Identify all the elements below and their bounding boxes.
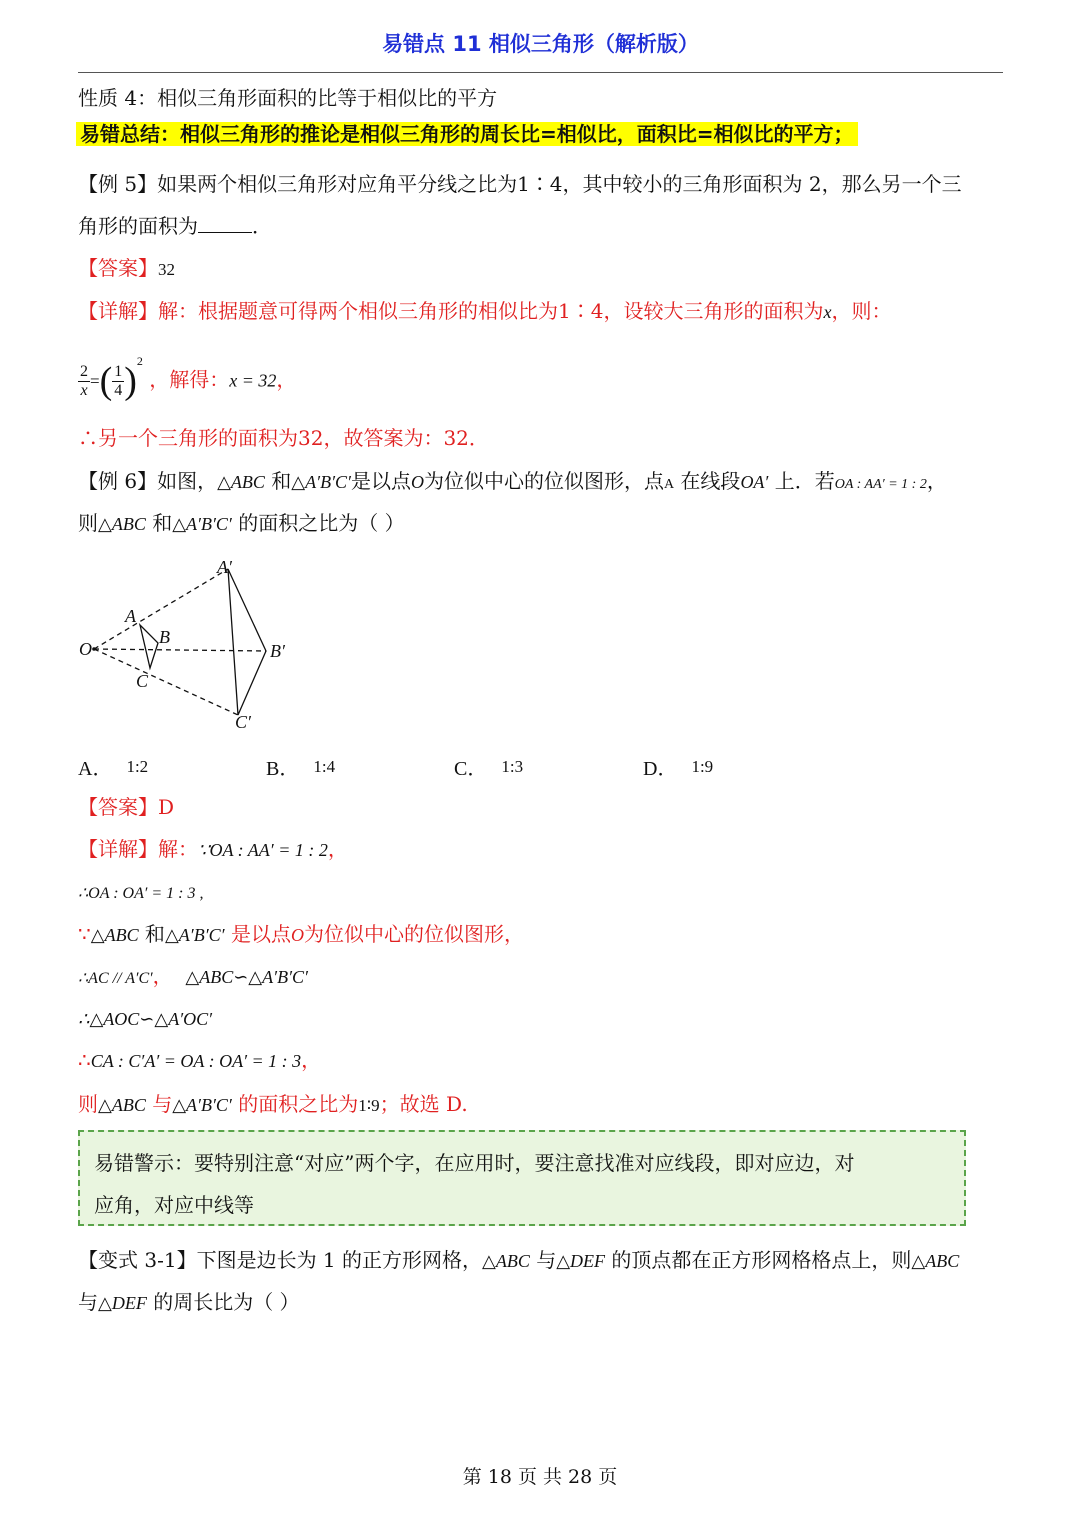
page-footer: 第 18 页 共 28 页	[462, 1466, 618, 1488]
warning-line-1: 易错警示：要特别注意“对应”两个字，在应用时，要注意找准对应线段，即对应边，对	[94, 1151, 855, 1175]
example6-detail-4: ∴AC // A′C′， △ABC∽△A′B′C′	[78, 964, 308, 988]
label-O: O	[79, 639, 92, 659]
dashed-line-OB2	[94, 649, 266, 651]
label-B: B	[159, 627, 170, 647]
label-B-prime: B′	[270, 641, 285, 661]
example6-detail-5: ∴△AOC∽△A′OC′	[78, 1009, 213, 1029]
answer-blank	[198, 214, 252, 233]
example5-conclusion: ∴另一个三角形的面积为32，故答案为：32．	[78, 426, 489, 450]
example5-equation: $\frac{2}{x}$ =( $\frac{1}{4}$ )$^2$ ，解得：x = 32，	[80, 354, 297, 403]
triangle-A2B2C2	[228, 569, 266, 715]
triangle-ABC	[140, 625, 158, 668]
error-warning-box	[78, 1130, 966, 1226]
example6-question-line2: 则△ABC 和△A′B′C′ 的面积之比为（ ）	[78, 511, 405, 535]
warning-line-2: 应角，对应中线等	[94, 1193, 254, 1217]
page-header-title: 易错点 11 相似三角形（解析版）	[382, 32, 699, 56]
label-C-prime: C′	[235, 712, 251, 732]
option-d[interactable]: D． 1:9	[643, 757, 714, 780]
label-A: A	[125, 606, 136, 626]
dashed-line-OC2	[94, 649, 238, 715]
example5-question-line2: 角形的面积为 ．	[78, 214, 272, 238]
point-O	[92, 647, 96, 651]
variant-question-line1: 【变式 3-1】下图是边长为 1 的正方形网格，△ABC 与△DEF 的顶点都在正方形网格格点上，则△ABC	[78, 1248, 960, 1272]
header-divider	[78, 72, 1003, 73]
option-b[interactable]: B． 1:4	[266, 757, 336, 780]
example6-answer: 【答案】D	[78, 795, 175, 819]
example5-detail: 【详解】解：根据题意可得两个相似三角形的相似比为1∶4，设较大三角形的面积为x，则：	[78, 299, 892, 323]
label-A-prime: A′	[217, 557, 232, 577]
example6-detail-3: ∵△ABC 和△A′B′C′ 是以点O为位似中心的位似图形，	[78, 922, 524, 946]
variant-question-line2: 与△DEF 的周长比为（ ）	[78, 1290, 300, 1314]
example5-answer: 【答案】32	[78, 256, 175, 280]
option-c[interactable]: C． 1:3	[454, 757, 524, 780]
example6-detail-7: 则△ABC 与△A′B′C′ 的面积之比为1∶9；故选 D.	[78, 1092, 468, 1116]
example6-detail-1: 【详解】解：∵OA : AA′ = 1 : 2，	[78, 837, 348, 861]
example5-question-line1: 【例 5】如果两个相似三角形对应角平分线之比为1∶4，其中较小的三角形面积为 2，那么另一个三	[78, 172, 962, 196]
option-a[interactable]: A． 1:2	[78, 757, 149, 780]
example6-question-line1: 【例 6】如图，△ABC 和△A′B′C′是以点O为位似中心的位似图形，点A 在线段OA′ 上．若OA : AA′ = 1 : 2，	[78, 469, 947, 493]
example6-detail-6: ∴CA : C′A′ = OA : OA′ = 1 : 3，	[78, 1048, 322, 1072]
property-4: 性质 4：相似三角形面积的比等于相似比的平方	[78, 86, 498, 110]
label-C: C	[136, 671, 149, 691]
example6-detail-2: ∴OA : OA′ = 1 : 3 ,	[78, 885, 204, 902]
homothety-figure	[74, 545, 304, 735]
error-summary-highlight: 易错总结：相似三角形的推论是相似三角形的周长比=相似比，面积比=相似比的平方；	[76, 122, 858, 146]
